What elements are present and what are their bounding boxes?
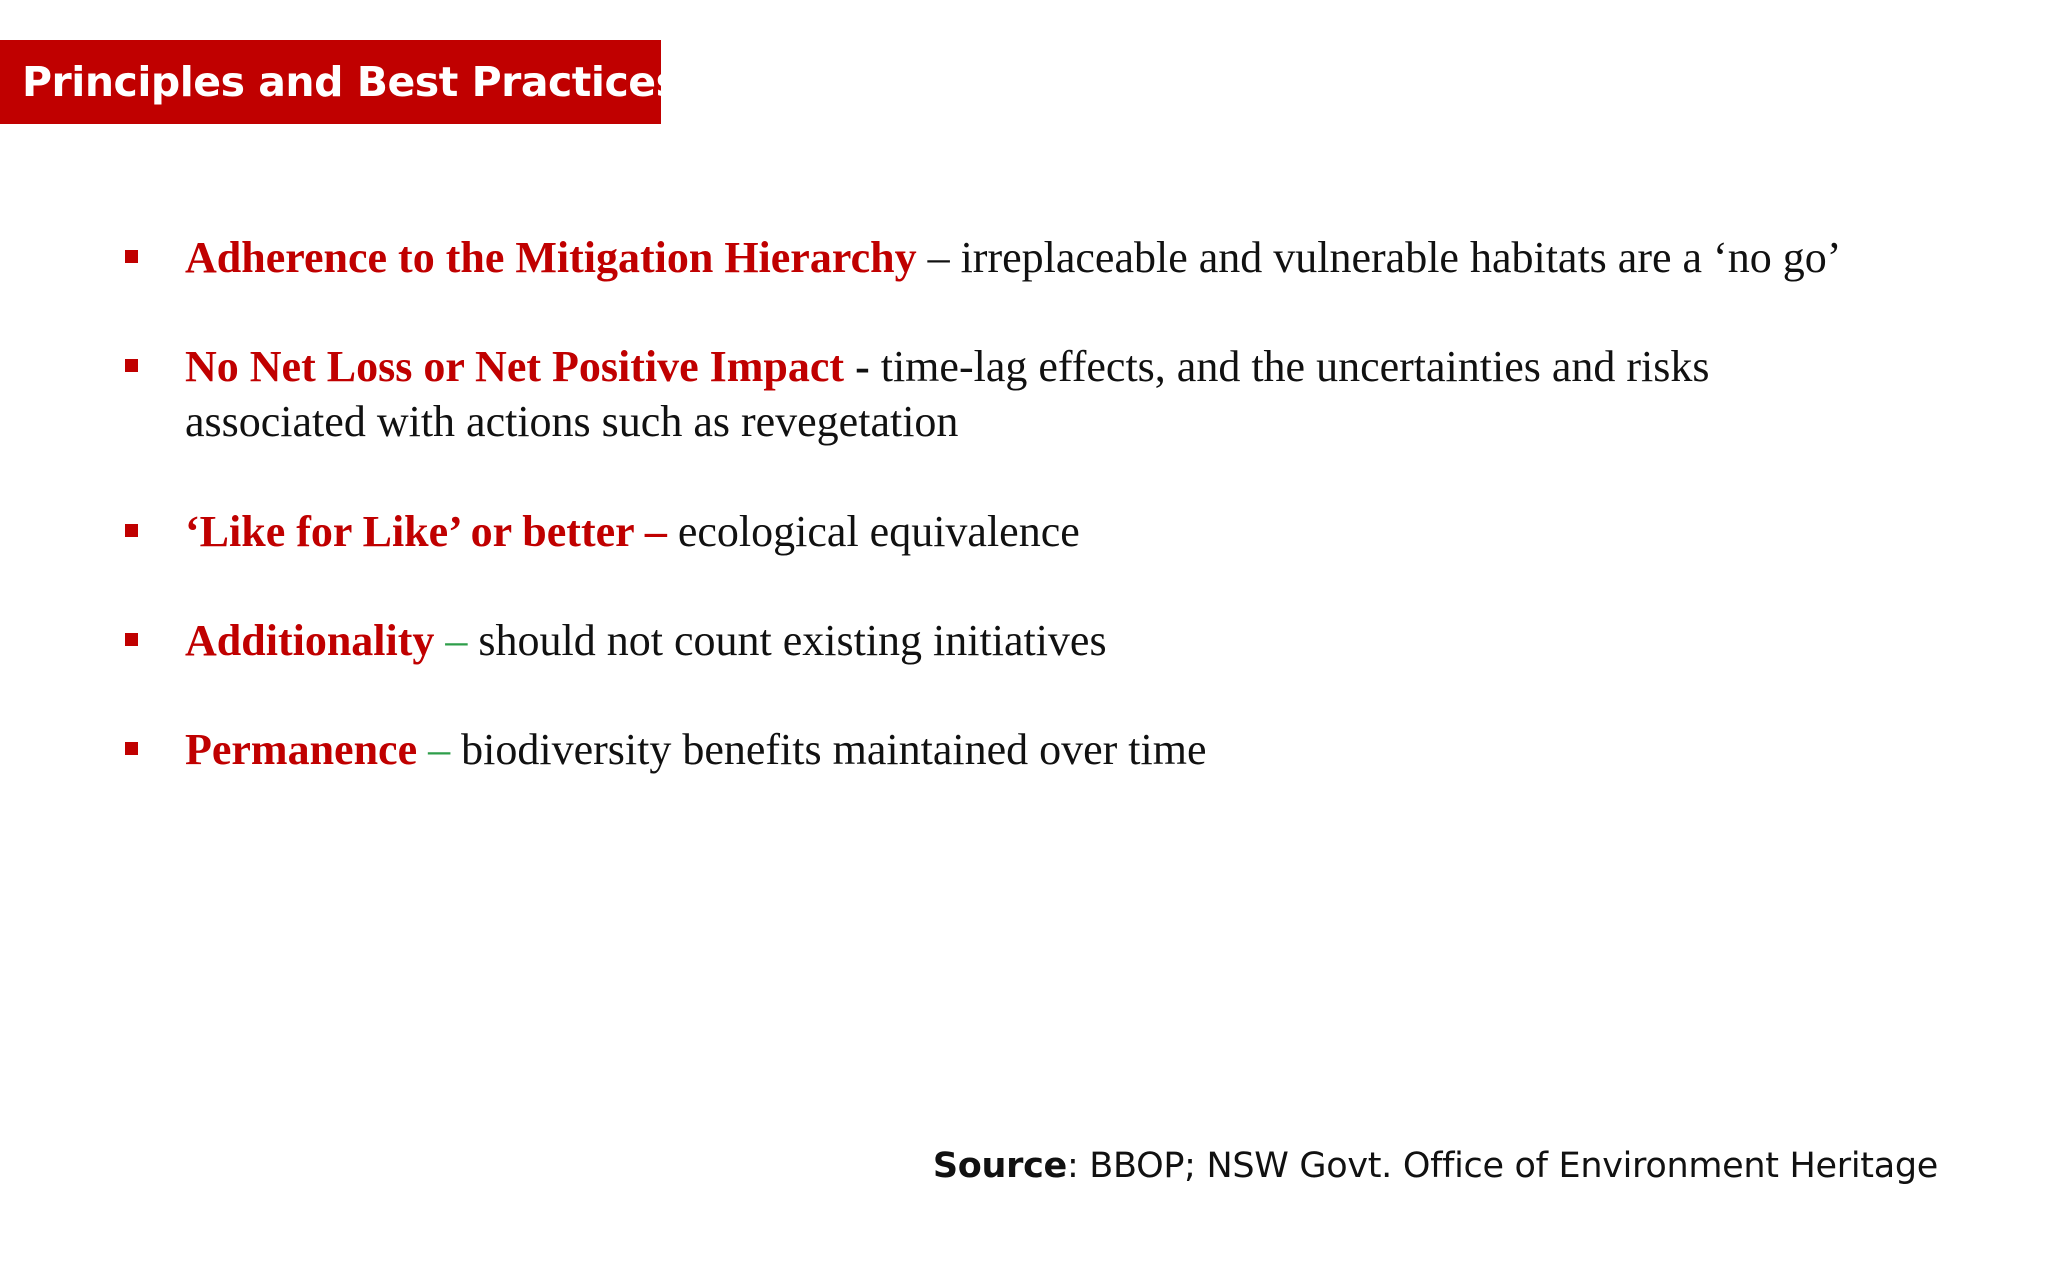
bullet-item xyxy=(185,339,1805,449)
bullet-item xyxy=(185,504,1975,559)
bullet-text: ecological equivalence xyxy=(677,507,1080,556)
bullet-text: should not count existing initiatives xyxy=(478,616,1107,665)
source-citation xyxy=(933,1146,1938,1186)
bullet-text: irreplaceable and vulnerable habitats are a ‘no go’ xyxy=(960,233,1842,282)
bullet-heading: Adherence to the Mitigation Hierarchy xyxy=(185,233,917,282)
bullet-separator: – xyxy=(633,507,678,556)
bullet-separator: - xyxy=(844,342,881,391)
bullet-heading: Permanence xyxy=(185,725,418,774)
square-bullet-icon xyxy=(125,359,138,372)
square-bullet-icon xyxy=(125,250,138,263)
slide-title: Principles and Best Practices xyxy=(22,58,680,106)
bullet-heading: ‘Like for Like’ or better xyxy=(185,507,634,556)
square-bullet-icon xyxy=(125,524,138,537)
bullet-separator: – xyxy=(417,725,462,774)
bullet-separator: – xyxy=(434,616,479,665)
source-text: : BBOP; NSW Govt. Office of Environment Heritage xyxy=(1066,1146,1938,1186)
bullet-heading: Additionality xyxy=(185,616,435,665)
bullet-separator: – xyxy=(916,233,961,282)
bullet-heading: No Net Loss or Net Positive Impact xyxy=(185,342,845,391)
bullet-item xyxy=(185,230,1975,285)
title-banner xyxy=(0,40,680,124)
bullet-text: biodiversity benefits maintained over time xyxy=(461,725,1207,774)
bullet-item xyxy=(185,613,1975,668)
bullet-text: time-lag effects, and the uncertainties and risks associated with actions such as revegetation xyxy=(185,342,1710,446)
square-bullet-icon xyxy=(125,742,138,755)
square-bullet-icon xyxy=(125,633,138,646)
bullet-item xyxy=(185,722,1975,777)
source-label: Source xyxy=(932,1146,1067,1186)
